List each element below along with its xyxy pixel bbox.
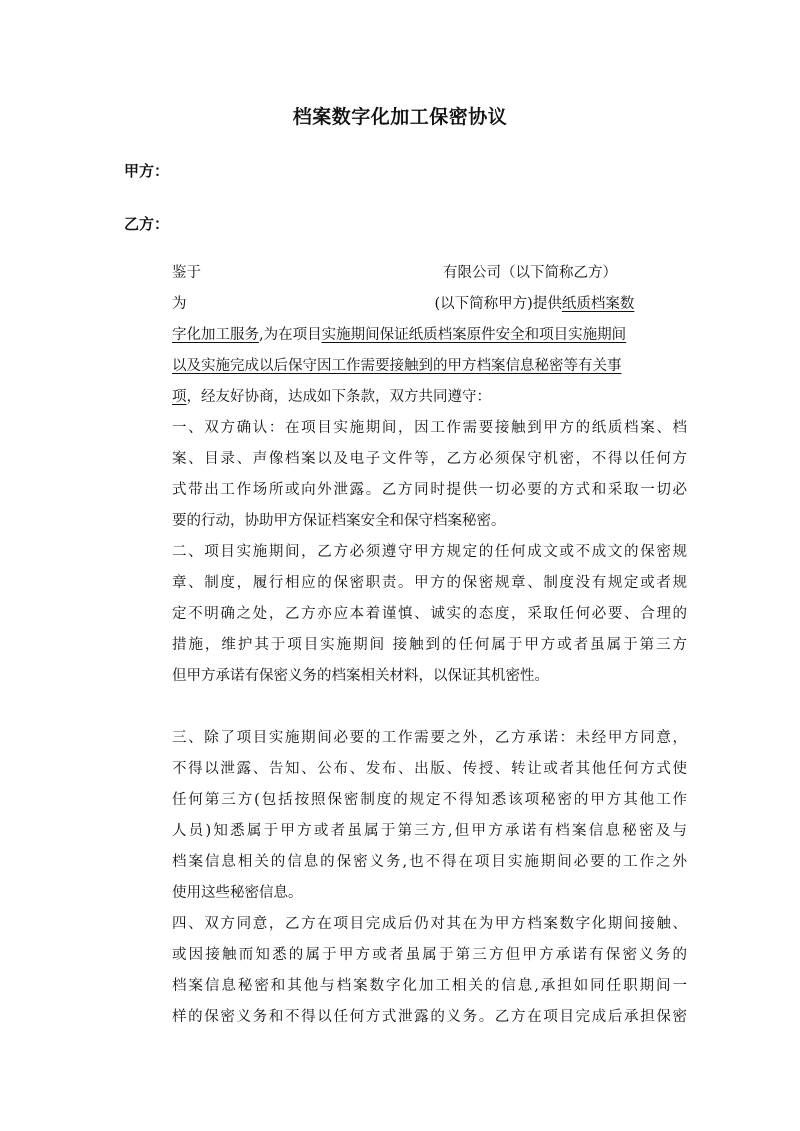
clause-1-paragraph [172, 413, 687, 537]
clause-4-paragraph [172, 909, 687, 1033]
preamble-line-5: 项，经友好协商，达成如下条款，双方共同遵守： [172, 389, 491, 405]
underlined-text: 实施期间保证纸质档案原件安全和项目实施期间 [321, 327, 627, 343]
preamble-line-3: 字化加工服务,为在项目实施期间保证纸质档案原件安全和项目实施期间 [172, 327, 627, 343]
clause-3-line: 档案信息相关的信息的保密义务,也不得在项目实施期间必要的工作之外 [172, 854, 687, 870]
clause-1-line: 案、目录、声像档案以及电子文件等，乙方必须保守机密，不得以任何方 [172, 451, 687, 467]
clause-3-paragraph [172, 723, 687, 909]
clause-4-line: 四、双方同意，乙方在项目完成后仍对其在为甲方档案数字化期间接触、 [172, 916, 687, 932]
party-a-label: 甲方： [124, 162, 170, 180]
clause-1-line: 式带出工作场所或向外泄露。乙方同时提供一切必要的方式和采取一切必 [172, 482, 687, 498]
clause-1-line: 一、双方确认：在项目实施期间，因工作需要接触到甲方的纸质档案、档 [172, 420, 687, 436]
underlined-text: 字化加工服务 [172, 327, 259, 343]
preamble-paragraph [172, 258, 687, 413]
clause-4-line: 或因接触而知悉的属于甲方或者虽属于第三方但甲方承诺有保密义务的 [172, 947, 687, 963]
underlined-text: 以及实施完成以后保守因工作需要接触到的甲方档案信息秘密等有关事 [172, 358, 622, 374]
clause-2-line: 但甲方承诺有保密义务的档案相关材料，以保证其机密性。 [172, 668, 549, 684]
underlined-text: 项 [172, 389, 187, 405]
party-b-label: 乙方： [124, 215, 170, 233]
clause-2-paragraph [172, 537, 687, 692]
clause-2-line: 二、项目实施期间，乙方必须遵守甲方规定的任何成文或不成文的保密规 [172, 544, 687, 560]
clause-2-line: 定不明确之处，乙方亦应本着谨慎、诚实的态度，采取任何必要、合理的 [172, 606, 687, 622]
clause-2-line: 措施，维护其于项目实施期间 接触到的任何属于甲方或者虽属于第三方 [172, 637, 687, 653]
clause-3-line: 使用这些秘密信息。 [172, 885, 303, 901]
clause-2-line: 章、制度，履行相应的保密职责。甲方的保密规章、制度没有规定或者规 [172, 575, 687, 591]
preamble-line-4 [172, 351, 687, 382]
clause-3-line: 任何第三方(包括按照保密制度的规定不得知悉该项秘密的甲方其他工作 [172, 792, 687, 808]
clause-3-line: 三、除了项目实施期间必要的工作需要之外，乙方承诺：未经甲方同意， [172, 730, 687, 746]
preamble-line-1: 鉴于 有限公司（以下简称乙方） [172, 265, 617, 281]
clause-1-line: 要的行动，协助甲方保证档案安全和保守档案秘密。 [172, 513, 506, 529]
document-title: 档案数字化加工保密协议 [292, 106, 508, 128]
preamble-line-2: 为 (以下简称甲方)提供纸质档案数 [172, 296, 635, 312]
clause-3-line: 人员)知悉属于甲方或者虽属于第三方,但甲方承诺有档案信息秘密及与 [172, 823, 687, 839]
clause-4-line: 样的保密义务和不得以任何方式泄露的义务。乙方在项目完成后承担保密 [172, 1009, 687, 1025]
clause-3-line: 不得以泄露、告知、公布、发布、出版、传授、转让或者其他任何方式使 [172, 761, 687, 777]
underlined-text: 纸质档案数 [561, 296, 635, 312]
clause-4-line: 档案信息秘密和其他与档案数字化加工相关的信息,承担如同任职期间一 [172, 978, 687, 994]
